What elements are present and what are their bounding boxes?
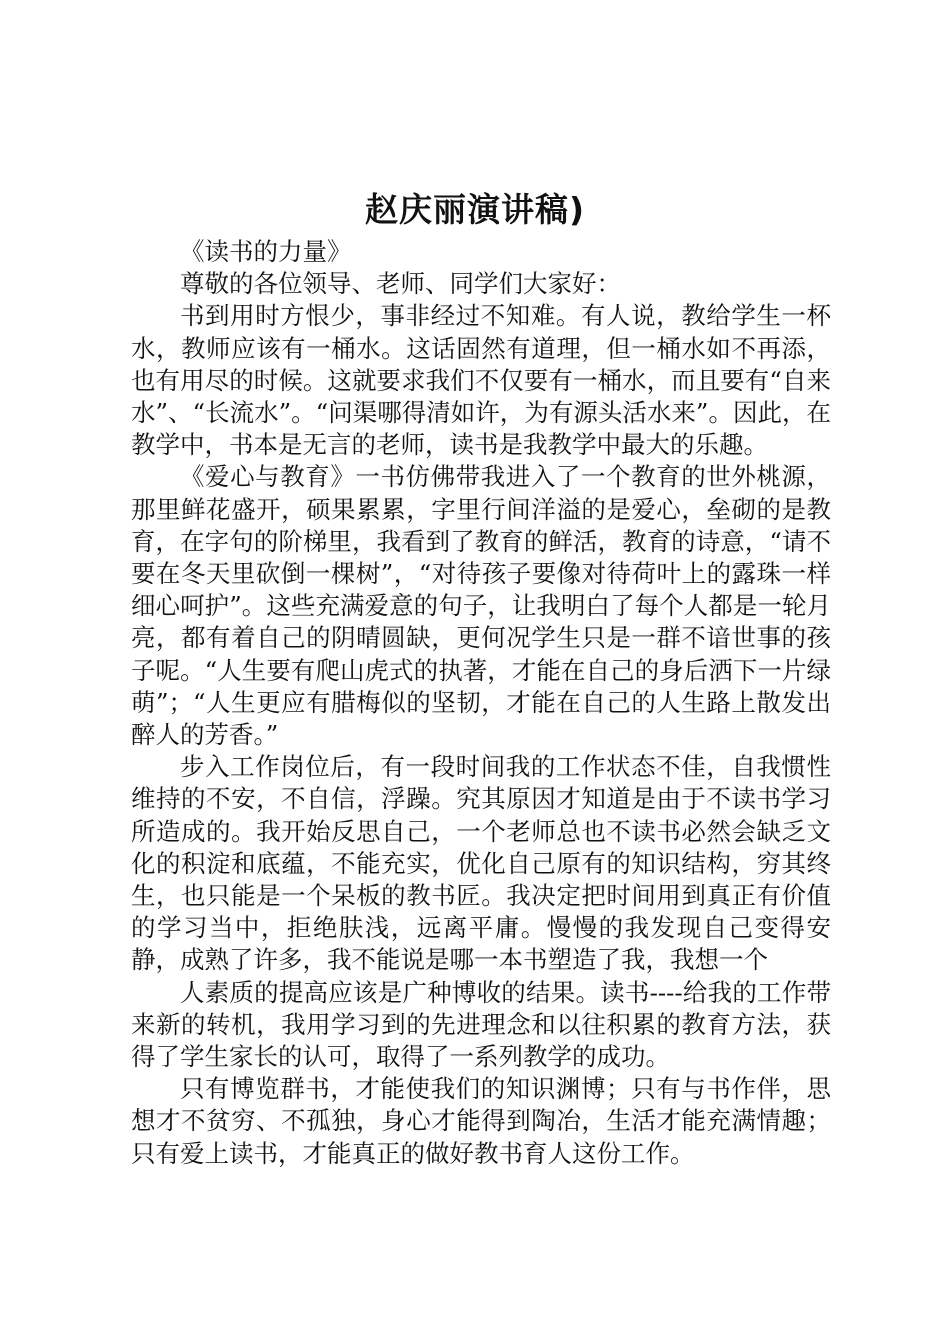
document-body [131,236,831,1170]
book-title-line: 《读书的力量》 [180,237,352,266]
paragraph-3: 步入工作岗位后，有一段时间我的工作状态不佳，自我惯性维持的不安，不自信，浮躁。究其原因才知道是由于不读书学习所造成的。我开始反思自己，一个老师总也不读书必然会缺乏文化的积淀和底蕴，不能充实，优化自己原有的知识结构，穷其终生，也只能是一个呆板的教书匠。我决定把时间用到真正有价值的学习当中，拒绝肤浅，远离平庸。慢慢的我发现自己变得安静，成熟了许多，我不能说是哪一本书塑造了我，我想一个 [131,752,831,975]
paragraph-1: 书到用时方恨少，事非经过不知难。有人说，教给学生一杯水，教师应该有一桶水。这话固然有道理，但一桶水如不再添，也有用尽的时候。这就要求我们不仅要有一桶水，而且要有“自来水”、“长流水”。“问渠哪得清如许，为有源头活水来”。因此，在教学中，书本是无言的老师，读书是我教学中最大的乐趣。 [131,301,831,460]
paragraph-5: 只有博览群书，才能使我们的知识渊博；只有与书作伴，思想才不贫穷、不孤独，身心才能得到陶冶，生活才能充满情趣；只有爱上读书，才能真正的做好教书育人这份工作。 [131,1074,831,1168]
greeting-line: 尊敬的各位领导、老师、同学们大家好： [180,269,621,299]
paragraph-4: 人素质的提高应该是广种博收的结果。读书----给我的工作带来新的转机，我用学习到的先进理念和以往积累的教育方法，获得了学生家长的认可，取得了一系列教学的成功。 [131,977,831,1072]
paragraph-2: 《爱心与教育》一书仿佛带我进入了一个教育的世外桃源，那里鲜花盛开，硕果累累，字里行间洋溢的是爱心，垒砌的是教育，在字句的阶梯里，我看到了教育的鲜活，教育的诗意，“请不要在冬天里砍倒一棵树”，“对待孩子要像对待荷叶上的露珠一样细心呵护”。这些充满爱意的句子，让我明白了每个人都是一轮月亮，都有着自己的阴晴圆缺，更何况学生只是一群不谙世事的孩子呢。“人生要有爬山虎式的执著，才能在自己的身后洒下一片绿萌”；“人生更应有腊梅似的坚韧，才能在自己的人生路上散发出醉人的芳香。” [131,462,831,750]
document-title: 赵庆丽演讲稿) [364,190,586,229]
